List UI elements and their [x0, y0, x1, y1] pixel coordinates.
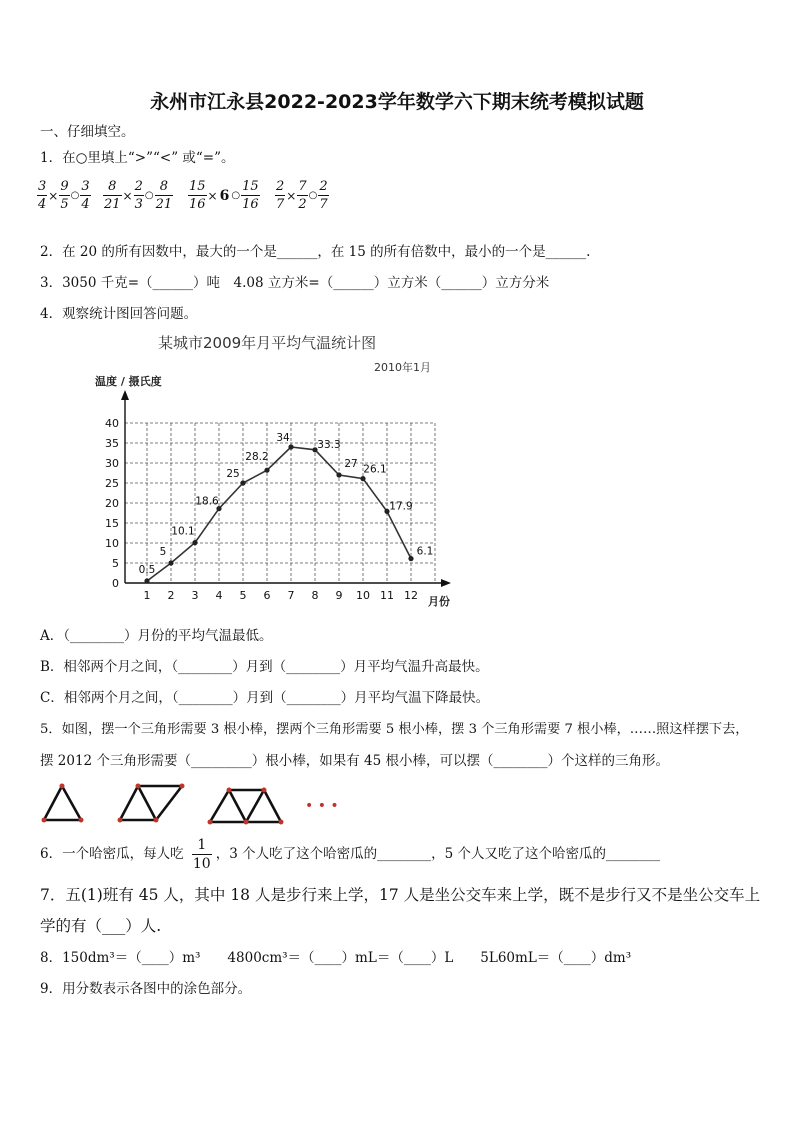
y-tick-label: 40 — [105, 417, 119, 430]
x-tick-label: 11 — [380, 589, 394, 602]
data-label: 25 — [226, 468, 240, 480]
x-tick-label: 5 — [239, 589, 247, 602]
y-tick-label: 15 — [105, 517, 119, 530]
data-point — [360, 476, 365, 481]
data-label: 10.1 — [171, 525, 195, 538]
chart-subtitle: 2010年1月 — [374, 361, 431, 374]
question-7-line2: 学的有（___）人. — [40, 917, 162, 935]
q1-item-2: $\frac{8}{21}$ × $\frac{2}{3}$ ○ $\frac{8}{21}$ — [104, 179, 173, 212]
x-tick-label: 8 — [311, 589, 319, 602]
question-5-line2: 摆 2012 个三角形需要（_________）根小棒，如果有 45 根小棒，可以摆（________）个这样的三角形。 — [40, 753, 669, 769]
data-point — [264, 468, 269, 473]
chart-series — [139, 432, 434, 584]
data-point — [408, 556, 413, 561]
y-tick-label: 5 — [112, 557, 119, 570]
triangle-figure-1 — [44, 786, 81, 820]
data-point — [168, 560, 173, 565]
y-tick-label: 25 — [105, 477, 119, 490]
x-tick-label: 12 — [404, 589, 418, 602]
data-label: 17.9 — [389, 500, 413, 513]
data-point — [240, 480, 245, 485]
y-tick-label: 10 — [105, 537, 119, 550]
page-title: 永州市江永县2022-2023学年数学六下期末统考模拟试题 — [150, 91, 644, 113]
data-point — [192, 540, 197, 545]
q1-item-1: $\frac{3}{4}$ × $\frac{9}{5}$ ○ $\frac{3}{4}$ — [38, 179, 90, 212]
temperature-line-chart — [88, 328, 468, 613]
question-4a: A．（________）月份的平均气温最低。 — [40, 628, 273, 644]
x-axis-arrow — [441, 579, 451, 587]
question-7-line1: 7．五(1)班有 45 人，其中 18 人是步行来上学，17 人是坐公交车来上学，既不是步行又不是坐公交车上 — [40, 886, 761, 904]
question-5-line1: 5．如图，摆一个三角形需要 3 根小棒，摆两个三角形需要 5 根小棒，摆 3 个三角形需要 7 根小棒，……照这样摆下去， — [40, 722, 749, 737]
y-axis-arrow — [121, 390, 129, 400]
question-3: 3．3050 千克=（______）吨 4.08 立方米=（______）立方米（______）立方分米 — [40, 275, 550, 291]
chart-axes — [121, 390, 451, 587]
triangle-sticks-figure — [36, 778, 346, 830]
question-2: 2．在 20 的所有因数中，最大的一个是______，在 15 的所有倍数中，最小的一个是______. — [40, 244, 591, 260]
data-label: 27 — [344, 458, 358, 470]
data-label: 34 — [276, 432, 290, 444]
data-label: 28.2 — [245, 451, 269, 464]
q1-item-4: $\frac{2}{7}$ × $\frac{7}{2}$ ○ $\frac{2}{7}$ — [276, 179, 328, 212]
data-label: 33.3 — [317, 438, 341, 451]
data-label: 26.1 — [363, 463, 387, 476]
y-tick-label: 0 — [112, 577, 119, 590]
question-1: 1．在○里填上“>”“<” 或“=”。 — [40, 150, 235, 166]
data-label: 18.6 — [195, 495, 219, 508]
x-tick-label: 4 — [215, 589, 223, 602]
triangle-figure-2b — [138, 786, 182, 820]
chart-xlabel: 月份 — [428, 595, 450, 608]
x-tick-label: 10 — [356, 589, 370, 602]
data-label: 6.1 — [416, 545, 434, 558]
triangle-figure-3a — [210, 790, 246, 822]
question-8: 8．150dm³＝（____）m³ 4800cm³＝（____）mL＝（____）L 5L60mL＝（____）dm³ — [40, 950, 632, 966]
chart-y-ticks — [105, 417, 119, 590]
data-label: 5 — [159, 546, 167, 558]
x-tick-label: 7 — [287, 589, 295, 602]
data-label: 0.5 — [138, 564, 156, 576]
compare-circle[interactable]: ○ — [70, 190, 80, 201]
ellipsis-dots: • • • — [305, 798, 339, 814]
y-tick-label: 20 — [105, 497, 119, 510]
data-point — [336, 472, 341, 477]
x-tick-label: 1 — [143, 589, 151, 602]
triangle-figure-2a — [120, 786, 156, 820]
chart-x-ticks — [144, 589, 419, 602]
compare-circle[interactable]: ○ — [144, 190, 154, 201]
question-9: 9．用分数表示各图中的涂色部分。 — [40, 981, 252, 997]
data-point — [288, 444, 293, 449]
question-4: 4．观察统计图回答问题。 — [40, 306, 198, 322]
compare-circle[interactable]: ○ — [231, 190, 241, 201]
question-4b: B．相邻两个月之间，（________）月到（________）月平均气温升高最快。 — [40, 659, 489, 675]
section-heading: 一、仔细填空。 — [40, 124, 135, 140]
compare-circle[interactable]: ○ — [308, 190, 318, 201]
x-tick-label: 3 — [191, 589, 199, 602]
x-tick-label: 2 — [167, 589, 175, 602]
y-tick-label: 30 — [105, 457, 119, 470]
data-point — [144, 578, 149, 583]
chart-title: 某城市2009年月平均气温统计图 — [158, 334, 377, 352]
x-tick-label: 6 — [263, 589, 271, 602]
y-tick-label: 35 — [105, 437, 119, 450]
chart-ylabel: 温度 / 摄氏度 — [95, 375, 162, 388]
question-6: 6．一个哈密瓜，每人吃 $\frac{1}{10}$ ，3 个人吃了这个哈密瓜的________，5 个人又吃了这个哈密瓜的________ — [40, 837, 660, 872]
q1-item-3: $\frac{15}{16}$ × 6 ○ $\frac{15}{16}$ — [189, 179, 259, 212]
question-4c: C．相邻两个月之间，（________）月到（________）月平均气温下降最快。 — [40, 690, 490, 706]
x-tick-label: 9 — [335, 589, 343, 602]
